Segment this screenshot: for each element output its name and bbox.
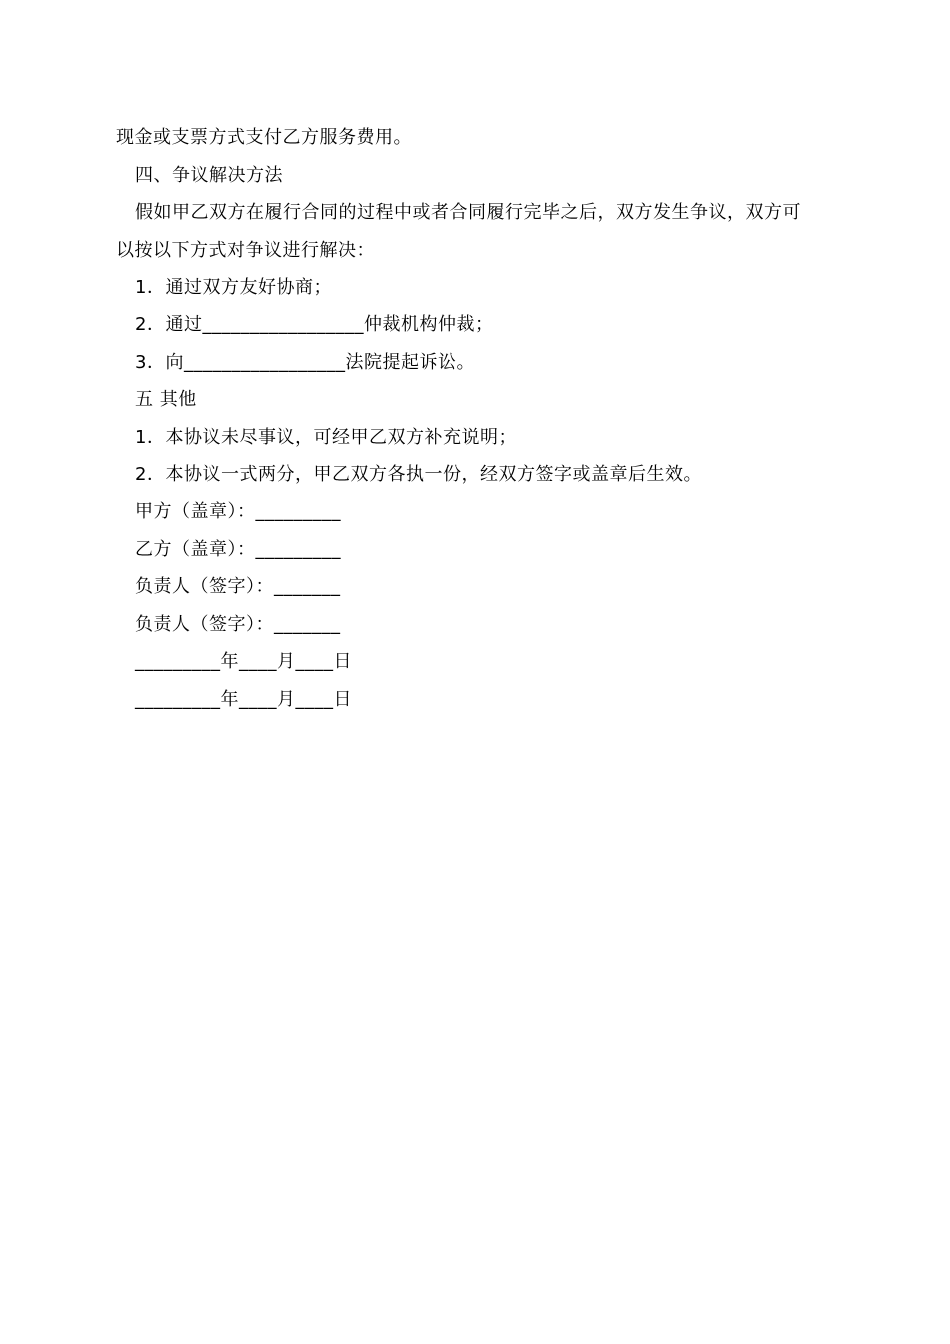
- list-item-arbitration: 2．通过_________________仲裁机构仲裁；: [135, 314, 494, 335]
- list-item-supplement: 1．本协议未尽事议，可经甲乙双方补充说明；: [135, 427, 517, 448]
- signature-responsible-person-b: 负责人（签字）：_______: [135, 614, 341, 635]
- list-item-litigation: 3．向_________________法院提起诉讼。: [135, 352, 475, 373]
- paragraph-dispute-intro-line1: 假如甲乙双方在履行合同的过程中或者合同履行完毕之后，双方发生争议，双方可: [135, 202, 801, 223]
- list-item-negotiation: 1．通过双方友好协商；: [135, 277, 332, 298]
- section-heading-other: 五 其他: [135, 389, 197, 410]
- section-heading-dispute-resolution: 四、争议解决方法: [135, 165, 283, 186]
- paragraph-dispute-intro-line2: 以按以下方式对争议进行解决：: [116, 240, 375, 261]
- signature-date-a: _________年____月____日: [135, 651, 352, 672]
- paragraph-payment-continuation: 现金或支票方式支付乙方服务费用。: [116, 127, 412, 148]
- signature-party-a-seal: 甲方（盖章）：_________: [135, 501, 341, 522]
- signature-date-b: _________年____月____日: [135, 689, 352, 710]
- signature-responsible-person-a: 负责人（签字）：_______: [135, 576, 341, 597]
- list-item-copies-effect: 2．本协议一式两分，甲乙双方各执一份，经双方签字或盖章后生效。: [135, 464, 702, 485]
- signature-party-b-seal: 乙方（盖章）：_________: [135, 539, 341, 560]
